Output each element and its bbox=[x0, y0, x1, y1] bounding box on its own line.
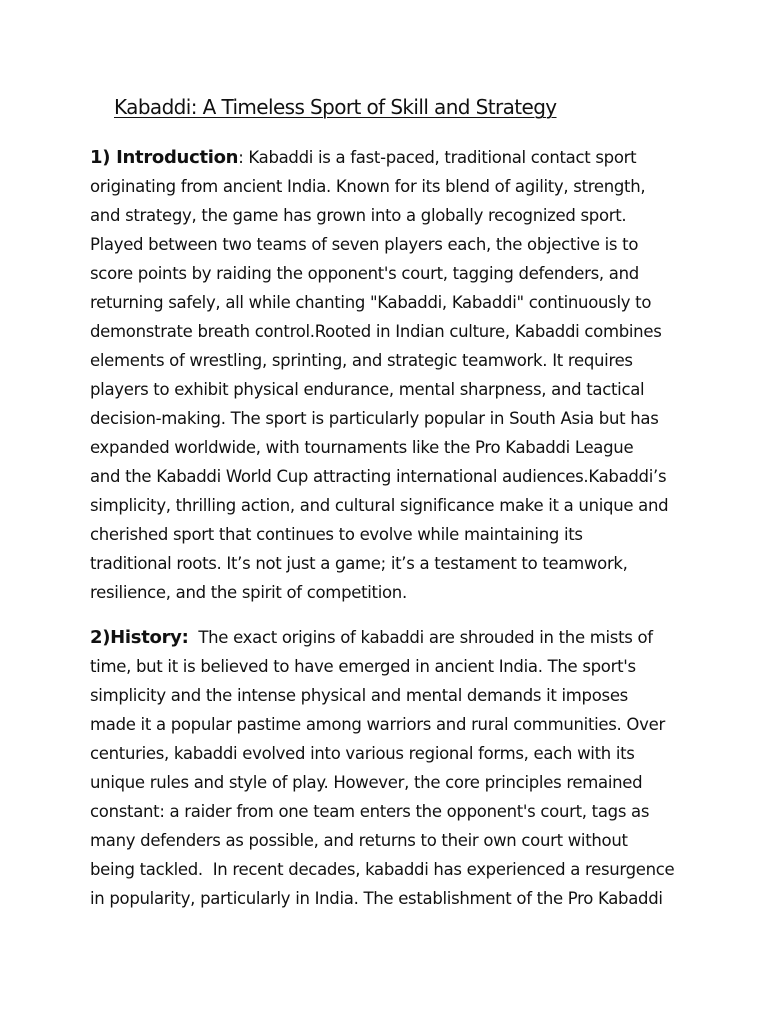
paragraph-line: elements of wrestling, sprinting, and strategic teamwork. It requires bbox=[90, 351, 633, 370]
paragraph-line: returning safely, all while chanting "Kabaddi, Kabaddi" continuously to bbox=[90, 293, 652, 312]
section-heading-history: 2)History: bbox=[90, 627, 189, 648]
paragraph-line: originating from ancient India. Known for its blend of agility, strength, bbox=[90, 177, 646, 196]
paragraph-line: simplicity and the intense physical and mental demands it imposes bbox=[90, 686, 628, 705]
section-heading-introduction: 1) Introduction bbox=[90, 147, 239, 168]
paragraph-line: demonstrate breath control.Rooted in Indian culture, Kabaddi combines bbox=[90, 322, 662, 341]
paragraph-line: decision-making. The sport is particularly popular in South Asia but has bbox=[90, 409, 659, 428]
introduction-paragraph bbox=[90, 143, 690, 607]
paragraph-first-line bbox=[90, 623, 690, 652]
paragraph-line: score points by raiding the opponent's court, tagging defenders, and bbox=[90, 264, 639, 283]
paragraph-line: Played between two teams of seven players each, the objective is to bbox=[90, 235, 639, 254]
paragraph-line: being tackled. In recent decades, kabaddi has experienced a resurgence bbox=[90, 860, 675, 879]
paragraph-line: players to exhibit physical endurance, mental sharpness, and tactical bbox=[90, 380, 645, 399]
paragraph-first-line bbox=[90, 143, 690, 172]
history-paragraph bbox=[90, 623, 690, 913]
paragraph-line: time, but it is believed to have emerged in ancient India. The sport's bbox=[90, 657, 636, 676]
paragraph-line: in popularity, particularly in India. The establishment of the Pro Kabaddi bbox=[90, 889, 663, 908]
paragraph-line: unique rules and style of play. However, the core principles remained bbox=[90, 773, 643, 792]
paragraph-line: and strategy, the game has grown into a globally recognized sport. bbox=[90, 206, 627, 225]
paragraph-line: constant: a raider from one team enters the opponent's court, tags as bbox=[90, 802, 650, 821]
paragraph-line: made it a popular pastime among warriors and rural communities. Over bbox=[90, 715, 665, 734]
paragraph-line: and the Kabaddi World Cup attracting international audiences.Kabaddi’s bbox=[90, 467, 667, 486]
heading-continuation-text: The exact origins of kabaddi are shrouded in the mists of bbox=[188, 628, 653, 647]
paragraph-line: centuries, kabaddi evolved into various regional forms, each with its bbox=[90, 744, 635, 763]
paragraph-line: simplicity, thrilling action, and cultural significance make it a unique and bbox=[90, 496, 669, 515]
paragraph-line: traditional roots. It’s not just a game; it’s a testament to teamwork, bbox=[90, 554, 628, 573]
paragraph-line: expanded worldwide, with tournaments like the Pro Kabaddi League bbox=[90, 438, 634, 457]
heading-continuation-text: : Kabaddi is a fast-paced, traditional contact sport bbox=[238, 148, 637, 167]
paragraph-line: cherished sport that continues to evolve while maintaining its bbox=[90, 525, 583, 544]
document-title: Kabaddi: A Timeless Sport of Skill and Strategy bbox=[114, 95, 557, 119]
paragraph-line: resilience, and the spirit of competition. bbox=[90, 583, 407, 602]
paragraph-line: many defenders as possible, and returns to their own court without bbox=[90, 831, 628, 850]
